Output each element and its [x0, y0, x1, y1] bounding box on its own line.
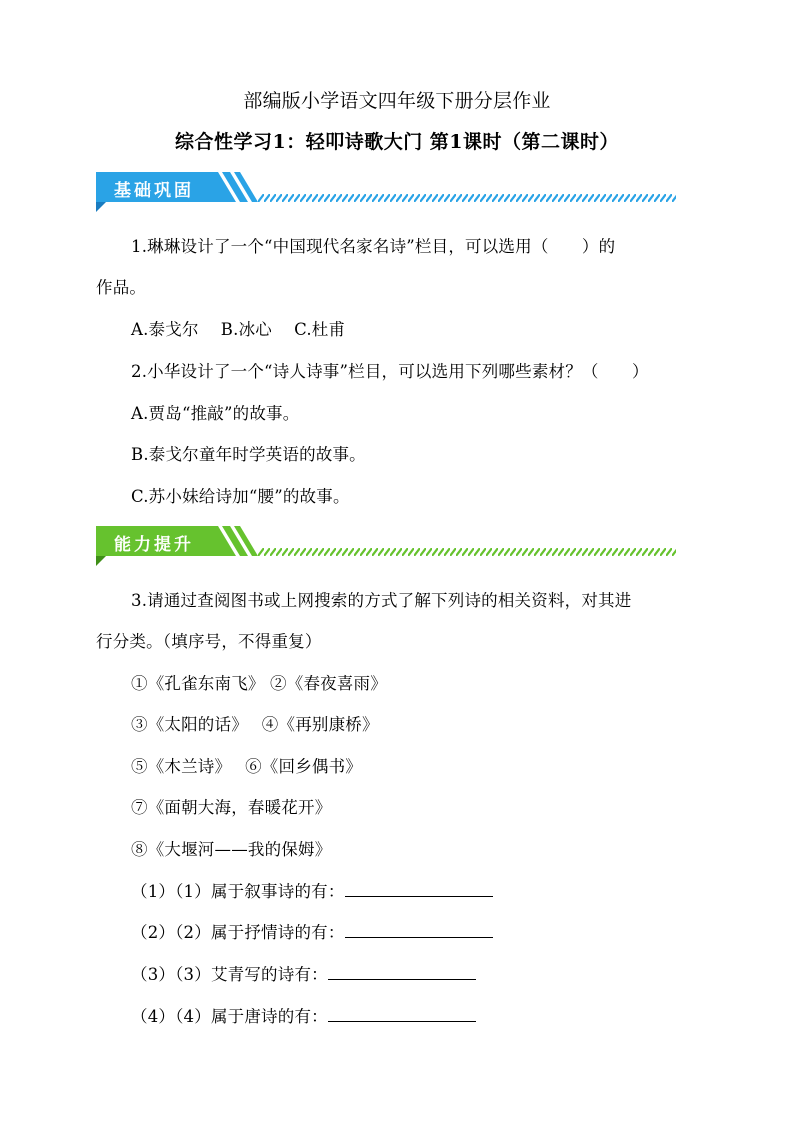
question-1-line-2: 作品。	[96, 278, 147, 297]
answer-blank-2[interactable]	[345, 921, 493, 938]
sub-question-2-label: （2）（2）属于抒情诗的有：	[131, 923, 345, 942]
section-title-advanced: 能力提升	[114, 535, 194, 555]
answer-blank-3[interactable]	[328, 963, 476, 980]
question-2-option-a: A.贾岛“推敲”的故事。	[131, 404, 300, 423]
answer-blank-4[interactable]	[328, 1005, 476, 1022]
poem-list-row-3: ⑤《木兰诗》 ⑥《回乡偶书》	[131, 757, 362, 776]
sub-question-4-label: （4）（4）属于唐诗的有：	[131, 1007, 328, 1026]
lesson-subtitle: 综合性学习1：轻叩诗歌大门 第1课时（第二课时）	[174, 131, 620, 153]
question-2-option-b: B.泰戈尔童年时学英语的故事。	[131, 445, 366, 464]
question-3-line-2: 行分类。（填序号，不得重复）	[96, 632, 322, 651]
question-2-stem: 2.小华设计了一个“诗人诗事”栏目，可以选用下列哪些素材？（ ）	[131, 362, 649, 381]
question-2-option-c: C.苏小妹给诗加“腰”的故事。	[131, 487, 350, 506]
poem-list-row-5: ⑧《大堰河——我的保姆》	[131, 840, 332, 859]
poem-list-row-1: ①《孔雀东南飞》 ②《春夜喜雨》	[131, 674, 387, 693]
poem-list-row-4: ⑦《面朝大海，春暖花开》	[131, 798, 332, 817]
sub-question-4	[131, 1003, 476, 1027]
sub-question-1	[131, 878, 493, 902]
section-header-advanced	[96, 524, 676, 566]
answer-blank-1[interactable]	[345, 880, 493, 897]
section-header-basic	[96, 170, 676, 212]
question-1-options: A.泰戈尔 B.冰心 C.杜甫	[131, 320, 346, 339]
page-title: 部编版小学语文四年级下册分层作业	[243, 90, 551, 112]
sub-question-1-label: （1）（1）属于叙事诗的有：	[131, 882, 345, 901]
sub-question-2	[131, 919, 493, 943]
question-1-line-1: 1.琳琳设计了一个“中国现代名家名诗”栏目，可以选用（ ）的	[131, 237, 616, 256]
section-title-basic: 基础巩固	[114, 181, 194, 201]
sub-question-3	[131, 961, 476, 985]
sub-question-3-label: （3）（3）艾青写的诗有：	[131, 965, 328, 984]
poem-list-row-2: ③《太阳的话》 ④《再别康桥》	[131, 715, 379, 734]
question-3-line-1: 3.请通过查阅图书或上网搜索的方式了解下列诗的相关资料，对其进	[131, 591, 632, 610]
